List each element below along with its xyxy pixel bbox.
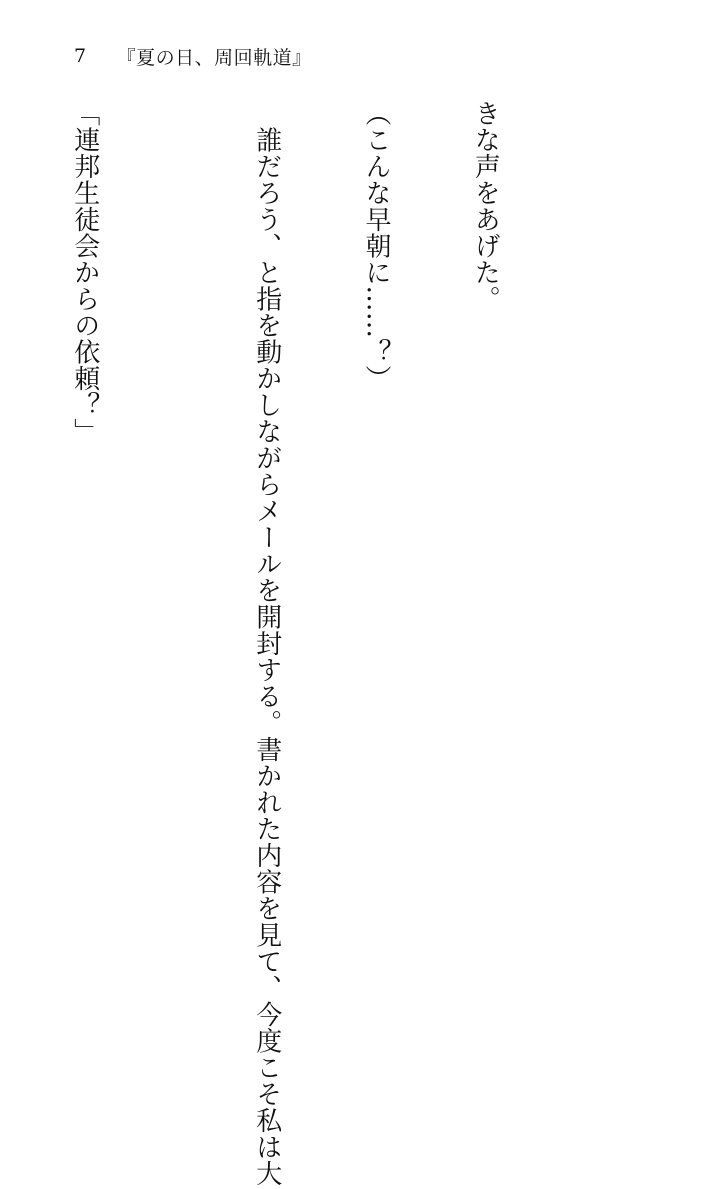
text-line: （こんな早朝に……？）	[360, 100, 391, 392]
running-header	[74, 44, 312, 68]
text-line: 誰だろう、と指を動かしながらメールを開封する。書かれた内容を見て、今度こそ私は大	[251, 100, 282, 1187]
text-line: 「連邦生徒会からの依頼？」	[69, 100, 100, 445]
vertical-text-body	[0, 100, 576, 1187]
text-line: きな声をあげた。	[470, 100, 501, 312]
chapter-title: 『夏の日、周回軌道』	[116, 46, 312, 69]
page-number: 7	[74, 45, 87, 67]
